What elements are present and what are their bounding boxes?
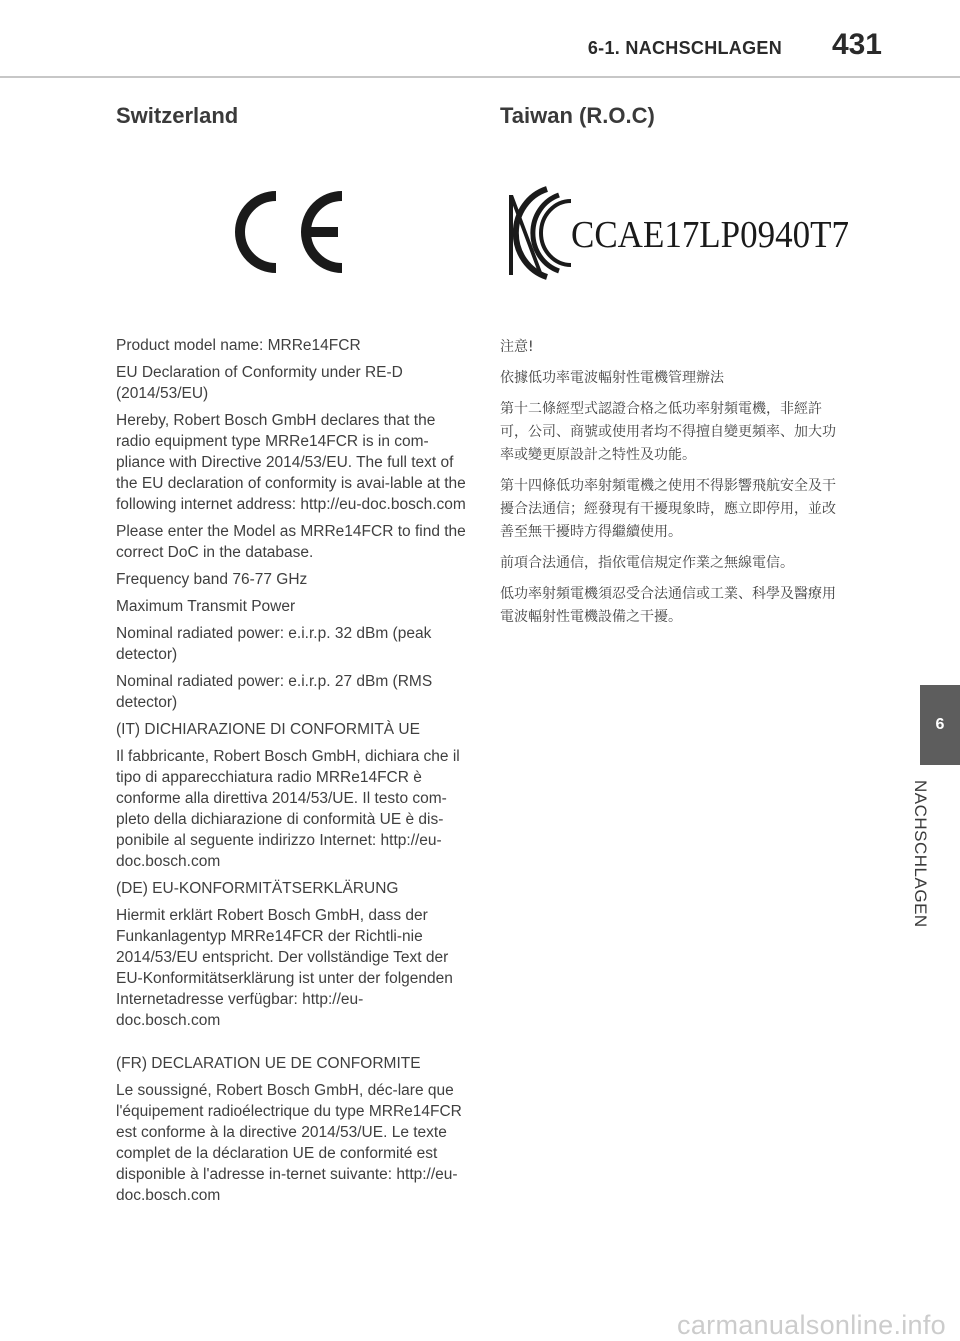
paragraph: Frequency band 76-77 GHz <box>116 571 308 588</box>
paragraph: Nominal radiated power: e.i.r.p. 27 dBm (RMS detector) <box>116 673 433 711</box>
paragraph: Maximum Transmit Power <box>116 598 296 615</box>
watermark-text: carmanualsonline.info <box>677 1310 946 1340</box>
paragraph: 低功率射頻電機須忍受合法通信或工業、科學及醫療用電波輻射性電機設備之干擾。 <box>500 586 836 625</box>
paragraph: Il fabbricante, Robert Bosch GmbH, dichiara che il tipo di apparecchiatura radio MRRe14FCR è conforme alla direttiva 2014/53/UE. Il testo com-pleto della dichiarazione di conformità UE è dis-ponibile al seguente indirizzo Internet: http://eu-doc.bosch.com <box>116 748 460 870</box>
paragraph: (FR) DECLARATION UE DE CONFORMITE <box>116 1055 421 1072</box>
ce-mark-logo <box>226 190 346 274</box>
heading-switzerland: Switzerland <box>116 103 239 128</box>
chapter-label: NACHSCHLAGEN <box>911 780 930 928</box>
paragraph: EU Declaration of Conformity under RE-D (2014/53/EU) <box>116 364 403 402</box>
ncc-certification-mark <box>497 181 853 283</box>
paragraph: Hiermit erklärt Robert Bosch GmbH, dass der Funkanlagentyp MRRe14FCR der Richtli-nie 2014/53/EU entspricht. Der vollständige Text der EU-Konformitätserklärung ist unter der folgenden Internetadresse verfügbar: http://eu-doc.bosch.com <box>116 907 453 1029</box>
left-column-text <box>116 335 466 1212</box>
paragraph: (DE) EU-KONFORMITÄTSERKLÄRUNG <box>116 880 399 897</box>
ncc-certification-id: CCAE17LP0940T7 <box>571 214 849 256</box>
paragraph: (IT) DICHIARAZIONE DI CONFORMITÀ UE <box>116 721 420 738</box>
paragraph: 第十二條經型式認證合格之低功率射頻電機，非經許可，公司、商號或使用者均不得擅自變更頻率、加大功率或變更原設計之特性及功能。 <box>500 401 836 463</box>
paragraph: 第十四條低功率射頻電機之使用不得影響飛航安全及干擾合法通信；經發現有干擾現象時，應立即停用，並改善至無干擾時方得繼續使用。 <box>500 478 836 540</box>
header-divider <box>0 76 960 78</box>
paragraph: Hereby, Robert Bosch GmbH declares that the radio equipment type MRRe14FCR is in com-pliance with Directive 2014/53/EU. The full text of the EU declaration of conformity is avai-lable at the following internet address: http://eu-doc.bosch.com <box>116 412 466 513</box>
paragraph: Please enter the Model as MRRe14FCR to find the correct DoC in the database. <box>116 523 466 561</box>
paragraph: Product model name: MRRe14FCR <box>116 337 361 354</box>
page-number: 431 <box>831 28 882 61</box>
paragraph: 依據低功率電波輻射性電機管理辦法 <box>500 370 724 386</box>
right-column-text <box>500 336 844 637</box>
paragraph: Nominal radiated power: e.i.r.p. 32 dBm (peak detector) <box>116 625 432 663</box>
chapter-tab: 6 <box>920 685 960 765</box>
paragraph: 注意! <box>500 339 534 355</box>
section-title: 6-1. NACHSCHLAGEN <box>587 38 782 58</box>
paragraph: Le soussigné, Robert Bosch GmbH, déc-lare que l'équipement radioélectrique du type MRRe14FCR est conforme à la directive 2014/53/UE. Le texte complet de la déclaration UE de conformité est disponible à l'adresse in-ternet suivante: http://eu-doc.bosch.com <box>116 1082 462 1204</box>
paragraph: 前項合法通信，指依電信規定作業之無線電信。 <box>500 555 794 571</box>
heading-taiwan: Taiwan (R.O.C) <box>500 103 655 128</box>
